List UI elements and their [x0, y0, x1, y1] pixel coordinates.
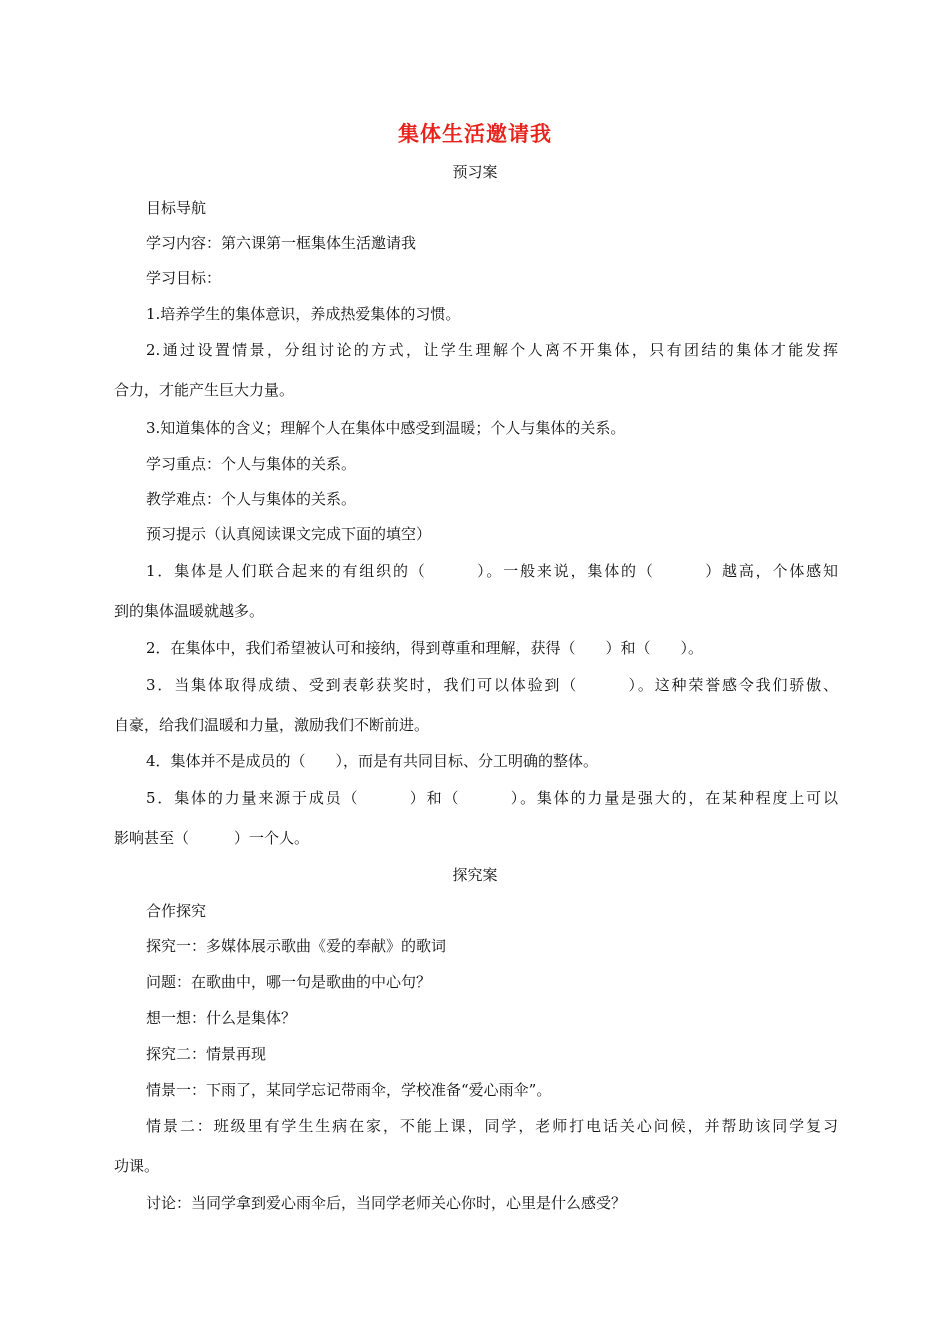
text-line: 1．集体是人们联合起来的有组织的（ ）。一般来说，集体的（ ）越高，个体感知 — [146, 562, 838, 580]
section-heading-inquiry: 探究案 — [452, 866, 498, 884]
text-line: 3.知道集体的含义；理解个人在集体中感受到温暖；个人与集体的关系。 — [146, 419, 626, 437]
text-line: 5．集体的力量来源于成员（ ）和（ ）。集体的力量是强大的，在某种程度上可以 — [146, 789, 838, 807]
text-line: 目标导航 — [146, 199, 207, 217]
text-line: 预习提示（认真阅读课文完成下面的填空） — [146, 525, 432, 543]
text-line: 3．当集体取得成绩、受到表彰获奖时，我们可以体验到（ ）。这种荣誉感令我们骄傲、 — [146, 676, 838, 694]
text-line: 影响甚至（ ）一个人。 — [114, 829, 310, 847]
text-line: 2．在集体中，我们希望被认可和接纳，得到尊重和理解，获得（ ）和（ ）。 — [146, 639, 704, 657]
text-line: 探究二：情景再现 — [146, 1045, 267, 1063]
document-title: 集体生活邀请我 — [398, 122, 552, 146]
text-line: 想一想：什么是集体？ — [146, 1009, 297, 1027]
text-line: 讨论：当同学拿到爱心雨伞后，当同学老师关心你时，心里是什么感受？ — [146, 1194, 627, 1212]
text-line: 1.培养学生的集体意识，养成热爱集体的习惯。 — [146, 305, 461, 323]
text-line: 2.通过设置情景，分组讨论的方式，让学生理解个人离不开集体，只有团结的集体才能发挥 — [146, 341, 838, 359]
text-line: 教学难点：个人与集体的关系。 — [146, 490, 357, 508]
text-line: 合作探究 — [146, 902, 207, 920]
section-heading-preview: 预习案 — [452, 163, 498, 181]
text-line: 学习重点：个人与集体的关系。 — [146, 455, 357, 473]
text-line: 合力，才能产生巨大力量。 — [114, 381, 295, 399]
text-line: 4．集体并不是成员的（ ），而是有共同目标、分工明确的整体。 — [146, 752, 599, 770]
text-line: 学习目标： — [146, 269, 222, 287]
text-line: 探究一：多媒体展示歌曲《爱的奉献》的歌词 — [146, 937, 447, 955]
text-line: 学习内容：第六课第一框集体生活邀请我 — [146, 234, 417, 252]
text-line: 情景一：下雨了，某同学忘记带雨伞，学校准备“爱心雨伞”。 — [146, 1081, 552, 1099]
text-line: 问题：在歌曲中，哪一句是歌曲的中心句？ — [146, 973, 432, 991]
text-line: 到的集体温暖就越多。 — [114, 602, 265, 620]
text-line: 自豪，给我们温暖和力量，激励我们不断前进。 — [114, 716, 430, 734]
text-line: 功课。 — [114, 1157, 160, 1175]
text-line: 情景二：班级里有学生生病在家，不能上课，同学，老师打电话关心问候，并帮助该同学复习 — [146, 1117, 838, 1135]
